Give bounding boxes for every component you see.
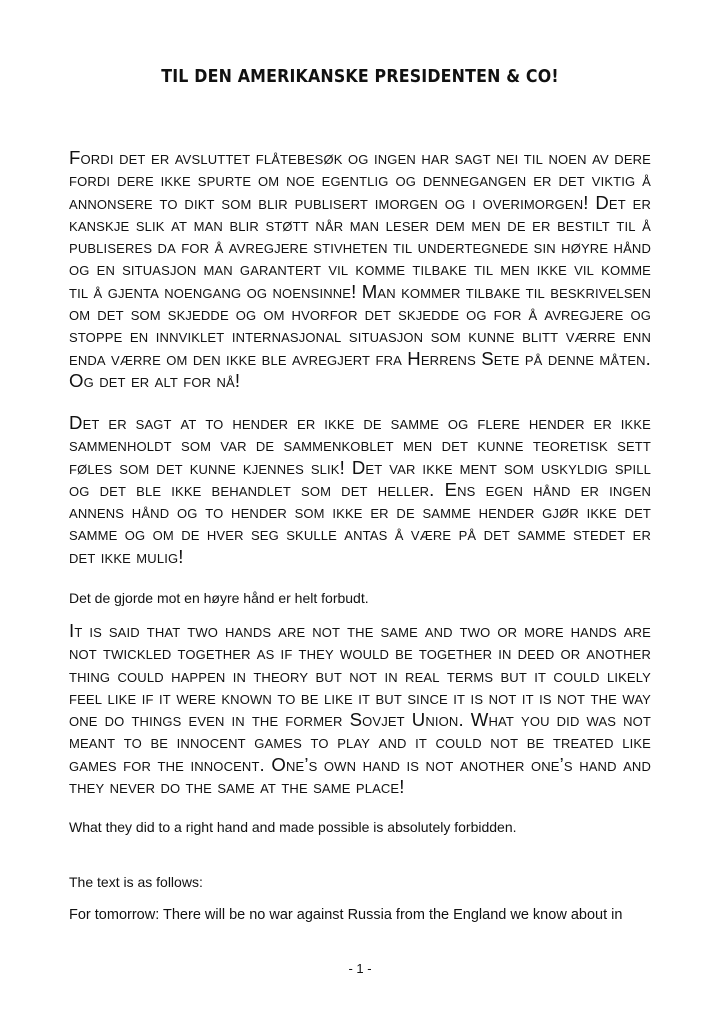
- paragraph-english-note: What they did to a right hand and made possible is absolutely forbidden.: [69, 819, 517, 835]
- page-number: - 1 -: [348, 961, 372, 976]
- paragraph-english-1: It is said that two hands are not the same and two or more hands are not twickled together as if they would be together in deed or another thing could happen in theory but not in real terms but it could likely feel like if it were known to be like it but since it is not it is not the way one do things even in the former Sovjet Union. What you did was not meant to be innocent games to play and it could not be treated like games for the innocent. One’s own hand is not another one’s hand and they never do the same at the same place!: [69, 620, 651, 798]
- document-title: TIL DEN AMERIKANSKE PRESIDENTEN & CO!: [161, 66, 559, 87]
- paragraph-for-tomorrow: For tomorrow: There will be no war against Russia from the England we know about in: [69, 907, 623, 923]
- paragraph-text-intro: The text is as follows:: [69, 874, 203, 890]
- paragraph-norwegian-1: Fordi det er avsluttet flåtebesøk og ingen har sagt nei til noen av dere fordi dere ikke spurte om noe egentlig og dennegangen er det viktig å annonsere to dikt som blir publisert imorgen og i overimorgen! Det er kanskje slik at man blir støtt når man leser dem men de er bestilt til å publiseres da for å avregjere stivheten til undertegnede sin høyre hånd og en situasjon man garantert vil komme tilbake til men ikke vil komme til å gjenta noengang og noensinne! Man kommer tilbake til beskrivelsen om det som skjedde og om hvorfor det skjedde og for å avregjere og stoppe en innviklet internasjonal situasjon som kunne blitt værre enn enda værre om den ikke ble avregjert fra Herrens Sete på denne måten. Og det er alt for nå!: [69, 147, 651, 391]
- paragraph-norwegian-note: Det de gjorde mot en høyre hånd er helt forbudt.: [69, 590, 369, 606]
- paragraph-norwegian-2: Det er sagt at to hender er ikke de samme og flere hender er ikke sammenholdt som var de sammenkoblet men det kunne teoretisk sett føles som det kunne kjennes slik! Det var ikke ment som uskyldig spill og det ble ikke behandlet som det heller. Ens egen hånd er ingen annens hånd og to hender som ikke er de samme hender gjør ikke det samme og om de hver seg skulle antas å være på det samme stedet er det ikke mulig!: [69, 412, 651, 567]
